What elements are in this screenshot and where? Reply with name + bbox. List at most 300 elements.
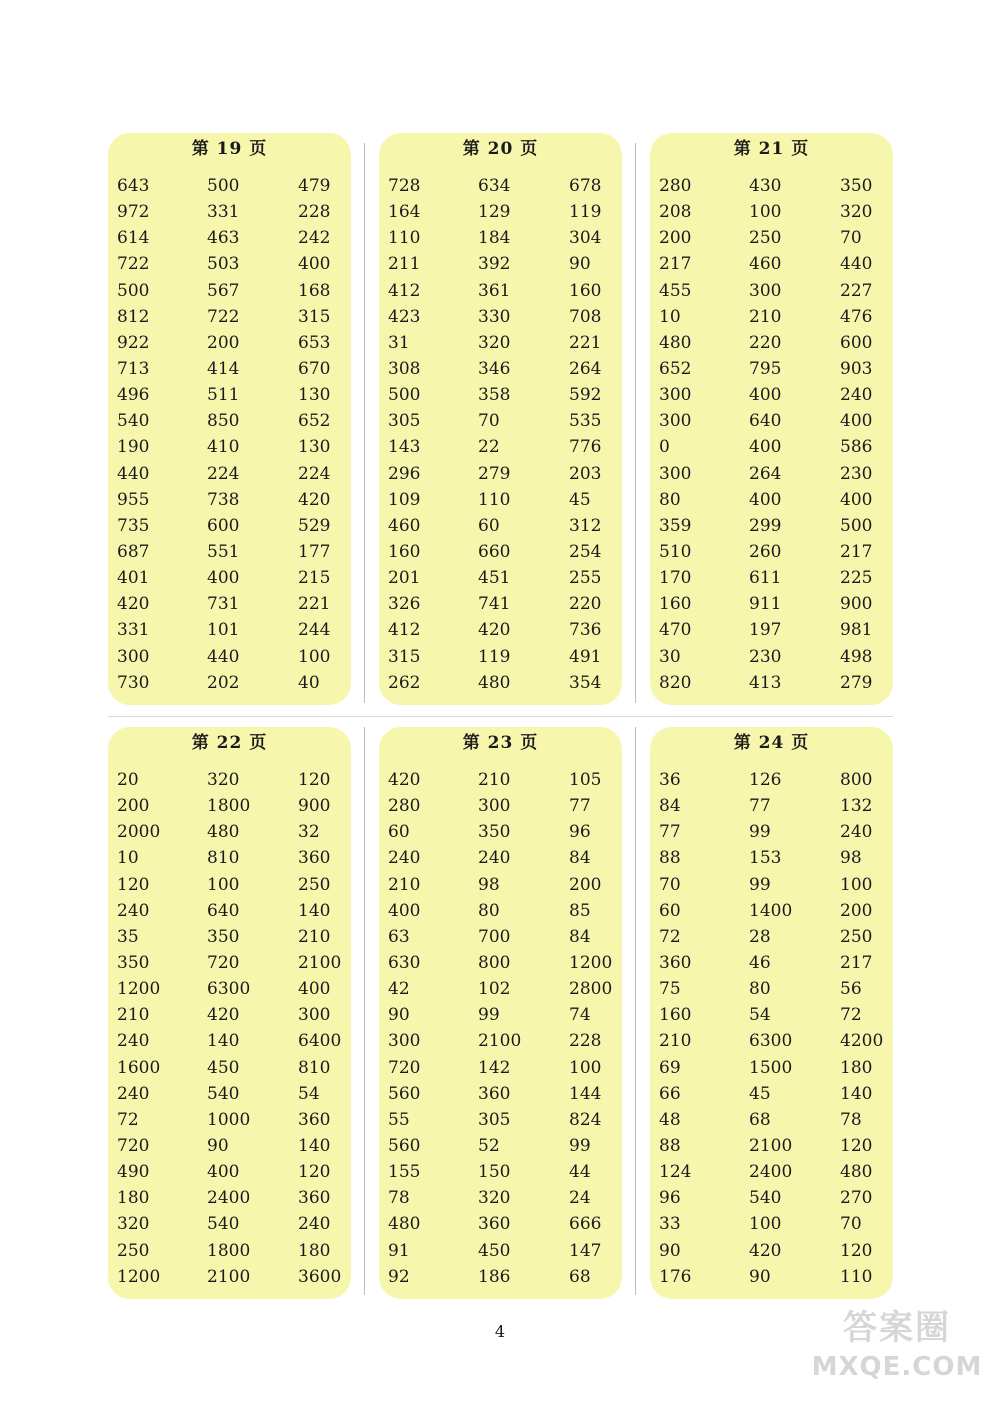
answer-row (659, 539, 900, 565)
answer-value: 810 (298, 1057, 331, 1078)
answer-value: 100 (569, 1057, 602, 1078)
answer-row (117, 251, 358, 277)
answer-value: 600 (840, 332, 873, 353)
answer-value: 401 (117, 568, 150, 589)
answer-row (117, 1133, 358, 1159)
answer-value: 300 (659, 411, 692, 432)
answer-value: 24 (569, 1188, 591, 1209)
answer-row (659, 1055, 900, 1081)
answer-value: 361 (478, 280, 511, 301)
answer-row (388, 1055, 629, 1081)
answer-row (659, 1238, 900, 1264)
answer-value: 653 (298, 332, 331, 353)
answer-value: 22 (478, 437, 500, 458)
answer-value: 460 (749, 254, 782, 275)
answer-value: 140 (298, 1135, 331, 1156)
answer-value: 666 (569, 1214, 602, 1235)
answer-row (388, 487, 629, 513)
answer-value: 346 (478, 358, 511, 379)
answer-value: 140 (840, 1083, 873, 1104)
answer-row (388, 408, 629, 434)
answer-value: 72 (840, 1005, 862, 1026)
answer-value: 240 (117, 1031, 150, 1052)
answer-row (117, 976, 358, 1002)
answer-value: 308 (388, 358, 421, 379)
answer-value: 45 (749, 1083, 771, 1104)
answer-value: 36 (659, 770, 681, 790)
answer-value: 354 (569, 672, 602, 693)
answer-value: 305 (478, 1109, 511, 1130)
answer-value: 126 (749, 770, 782, 790)
answer-value: 500 (207, 176, 240, 196)
answer-value: 451 (478, 568, 511, 589)
answer-value: 410 (207, 437, 240, 458)
answer-value: 2800 (569, 979, 613, 1000)
answer-value: 586 (840, 437, 873, 458)
answer-value: 480 (207, 822, 240, 843)
answer-value: 230 (840, 463, 873, 484)
answer-value: 10 (659, 306, 681, 327)
answer-value: 812 (117, 306, 150, 327)
answer-value: 720 (117, 1135, 150, 1156)
answer-value: 84 (569, 926, 591, 947)
answer-value: 250 (117, 1240, 150, 1261)
answer-value: 460 (388, 515, 421, 536)
answer-value: 3600 (298, 1266, 342, 1287)
answer-row (659, 330, 900, 356)
answer-value: 240 (388, 848, 421, 869)
answer-value: 70 (840, 228, 862, 249)
answer-row (659, 461, 900, 487)
answer-value: 56 (840, 979, 862, 1000)
answer-row (388, 793, 629, 819)
answer-value: 88 (659, 848, 681, 869)
answer-value: 722 (117, 254, 150, 275)
answer-value: 70 (659, 874, 681, 895)
answer-value: 119 (478, 646, 511, 667)
page-number: 4 (494, 1322, 506, 1341)
answer-value: 6300 (207, 979, 251, 1000)
answer-value: 40 (298, 672, 320, 693)
answer-value: 440 (117, 463, 150, 484)
answer-value: 153 (749, 848, 782, 869)
answer-value: 420 (298, 489, 331, 510)
answer-value: 500 (117, 280, 150, 301)
answer-value: 903 (840, 358, 873, 379)
answer-value: 100 (840, 874, 873, 895)
answer-value: 99 (478, 1005, 500, 1026)
answer-row (659, 304, 900, 330)
answer-value: 643 (117, 176, 150, 196)
answer-value: 330 (478, 306, 511, 327)
answer-value: 254 (569, 541, 602, 562)
answer-value: 320 (117, 1214, 150, 1235)
answer-value: 731 (207, 594, 240, 615)
answer-value: 722 (207, 306, 240, 327)
answer-row (388, 1028, 629, 1054)
answer-value: 300 (298, 1005, 331, 1026)
answer-value: 776 (569, 437, 602, 458)
answer-row (659, 1028, 900, 1054)
answer-row (388, 356, 629, 382)
answer-row (388, 1264, 629, 1290)
answer-value: 315 (298, 306, 331, 327)
answer-value: 109 (388, 489, 421, 510)
answer-value: 70 (840, 1214, 862, 1235)
answer-value: 70 (478, 411, 500, 432)
answer-value: 611 (749, 568, 782, 589)
answer-value: 180 (117, 1188, 150, 1209)
answer-row (117, 408, 358, 434)
answer-value: 400 (207, 568, 240, 589)
answer-row (388, 461, 629, 487)
answer-value: 496 (117, 385, 150, 406)
answer-value: 1600 (117, 1057, 161, 1078)
answer-row (659, 356, 900, 382)
answer-value: 640 (749, 411, 782, 432)
answer-value: 164 (388, 202, 421, 223)
answer-value: 72 (117, 1109, 139, 1130)
answer-value: 77 (569, 796, 591, 817)
answer-value: 300 (478, 796, 511, 817)
answer-row (659, 845, 900, 871)
answer-value: 220 (749, 332, 782, 353)
answer-value: 795 (749, 358, 782, 379)
answer-row (388, 819, 629, 845)
panel-title: 第 21 页 (733, 139, 810, 159)
answer-value: 315 (388, 646, 421, 667)
answer-row (117, 487, 358, 513)
answer-row (388, 434, 629, 460)
answer-value: 42 (388, 979, 410, 1000)
answer-row (117, 1264, 358, 1290)
answer-value: 60 (659, 900, 681, 921)
answer-value: 91 (388, 1240, 410, 1261)
answer-value: 630 (388, 952, 421, 973)
answer-row (659, 1081, 900, 1107)
answer-value: 90 (749, 1266, 771, 1287)
answer-row (388, 1159, 629, 1185)
answer-value: 592 (569, 385, 602, 406)
answer-value: 922 (117, 332, 150, 353)
answer-value: 80 (478, 900, 500, 921)
answer-value: 120 (840, 1240, 873, 1261)
answer-value: 350 (478, 822, 511, 843)
answer-value: 130 (298, 385, 331, 406)
answer-value: 400 (298, 254, 331, 275)
answer-value: 652 (298, 411, 331, 432)
answer-value: 1800 (207, 796, 251, 817)
answer-value: 420 (388, 770, 421, 790)
answer-value: 440 (840, 254, 873, 275)
answer-value: 180 (840, 1057, 873, 1078)
answer-value: 225 (840, 568, 873, 589)
answer-value: 90 (388, 1005, 410, 1026)
answer-row (388, 591, 629, 617)
answer-value: 400 (207, 1162, 240, 1183)
answer-value: 240 (840, 822, 873, 843)
answer-value: 132 (840, 796, 873, 817)
answer-value: 240 (117, 1083, 150, 1104)
answer-value: 20 (117, 770, 139, 790)
answer-value: 305 (388, 411, 421, 432)
answer-row (117, 767, 358, 793)
answer-value: 300 (659, 463, 692, 484)
answer-value: 955 (117, 489, 150, 510)
answer-value: 92 (388, 1266, 410, 1287)
answer-row (659, 1107, 900, 1133)
answer-value: 120 (298, 770, 331, 790)
answer-value: 600 (207, 515, 240, 536)
answer-value: 200 (117, 796, 150, 817)
answer-row (117, 1159, 358, 1185)
answer-value: 6300 (749, 1031, 793, 1052)
answer-value: 2100 (207, 1266, 251, 1287)
answer-value: 78 (388, 1188, 410, 1209)
answer-value: 176 (659, 1266, 692, 1287)
answer-value: 202 (207, 672, 240, 693)
answer-row (388, 670, 629, 696)
answer-value: 2000 (117, 822, 161, 843)
answer-value: 350 (117, 952, 150, 973)
answer-row (659, 1211, 900, 1237)
answer-value: 160 (388, 541, 421, 562)
answer-value: 44 (569, 1162, 591, 1183)
answer-value: 4200 (840, 1031, 884, 1052)
answer-row (388, 872, 629, 898)
answer-row (388, 513, 629, 539)
panel-title: 第 19 页 (191, 139, 268, 159)
answer-value: 100 (207, 874, 240, 895)
answer-value: 210 (659, 1031, 692, 1052)
answer-value: 551 (207, 541, 240, 562)
answer-value: 90 (659, 1240, 681, 1261)
answer-value: 31 (388, 332, 410, 353)
answer-value: 300 (659, 385, 692, 406)
answer-value: 99 (569, 1135, 591, 1156)
answer-value: 700 (478, 926, 511, 947)
answer-value: 279 (840, 672, 873, 693)
answer-value: 72 (659, 926, 681, 947)
answer-value: 1500 (749, 1057, 793, 1078)
answer-value: 140 (298, 900, 331, 921)
answer-value: 678 (569, 176, 602, 196)
answer-value: 186 (478, 1266, 511, 1287)
answer-row (388, 1081, 629, 1107)
answer-value: 184 (478, 228, 511, 249)
answer-value: 129 (478, 202, 511, 223)
answer-value: 143 (388, 437, 421, 458)
answer-value: 413 (749, 672, 782, 693)
answer-value: 250 (840, 926, 873, 947)
answer-value: 670 (298, 358, 331, 379)
answer-value: 535 (569, 411, 602, 432)
answer-value: 66 (659, 1083, 681, 1104)
answer-row (659, 225, 900, 251)
answer-value: 480 (659, 332, 692, 353)
answer-value: 720 (207, 952, 240, 973)
answer-row (659, 408, 900, 434)
answer-row (117, 1081, 358, 1107)
answer-row (659, 513, 900, 539)
answer-value: 200 (840, 900, 873, 921)
answer-value: 511 (207, 385, 240, 406)
answer-row (659, 767, 900, 793)
answer-value: 170 (659, 568, 692, 589)
answer-row (388, 199, 629, 225)
answer-row (659, 644, 900, 670)
answer-value: 300 (749, 280, 782, 301)
answer-row (659, 565, 900, 591)
answer-value: 810 (207, 848, 240, 869)
answer-value: 203 (569, 463, 602, 484)
answer-value: 208 (659, 202, 692, 223)
answer-value: 88 (659, 1135, 681, 1156)
answer-value: 147 (569, 1240, 602, 1261)
answer-row (388, 1211, 629, 1237)
answer-value: 54 (749, 1005, 771, 1026)
answer-row (659, 382, 900, 408)
answer-value: 90 (569, 254, 591, 275)
answer-value: 177 (298, 541, 331, 562)
answer-value: 728 (388, 176, 421, 196)
answer-value: 320 (207, 770, 240, 790)
answer-value: 540 (749, 1188, 782, 1209)
answer-row (117, 670, 358, 696)
answer-value: 1200 (117, 979, 161, 1000)
answer-value: 100 (749, 1214, 782, 1235)
answer-value: 981 (840, 620, 873, 641)
answer-row (659, 1133, 900, 1159)
answer-value: 197 (749, 620, 782, 641)
answer-value: 800 (478, 952, 511, 973)
answer-row (659, 872, 900, 898)
answer-row (388, 251, 629, 277)
answer-value: 52 (478, 1135, 500, 1156)
answer-row (117, 225, 358, 251)
answer-row (388, 278, 629, 304)
answer-value: 10 (117, 848, 139, 869)
answer-row (117, 924, 358, 950)
answer-row (659, 1185, 900, 1211)
answer-row (117, 1002, 358, 1028)
answer-row (117, 1107, 358, 1133)
answer-row (659, 819, 900, 845)
answer-row (117, 644, 358, 670)
answer-value: 1400 (749, 900, 793, 921)
answer-value: 105 (569, 770, 602, 790)
answer-value: 540 (207, 1083, 240, 1104)
answer-value: 60 (478, 515, 500, 536)
answer-value: 221 (569, 332, 602, 353)
answer-value: 400 (749, 437, 782, 458)
answer-value: 824 (569, 1109, 602, 1130)
answer-value: 360 (298, 848, 331, 869)
answer-value: 54 (298, 1083, 320, 1104)
answer-value: 331 (207, 202, 240, 223)
answer-value: 98 (478, 874, 500, 895)
answer-value: 69 (659, 1057, 681, 1078)
answer-value: 304 (569, 228, 602, 249)
answer-row (659, 278, 900, 304)
answer-value: 279 (478, 463, 511, 484)
answer-value: 96 (569, 822, 591, 843)
column-divider-4 (635, 727, 636, 1295)
answer-value: 120 (840, 1135, 873, 1156)
answer-grid (117, 173, 358, 696)
answer-value: 972 (117, 202, 150, 223)
answer-row (388, 845, 629, 871)
answer-row (388, 1238, 629, 1264)
answer-panel (108, 727, 351, 1299)
answer-value: 201 (388, 568, 421, 589)
answer-value: 730 (117, 672, 150, 693)
answer-grid (388, 767, 629, 1290)
answer-row (659, 924, 900, 950)
answer-row (388, 173, 629, 199)
panel-title: 第 20 页 (462, 139, 539, 159)
answer-value: 140 (207, 1031, 240, 1052)
answer-value: 84 (659, 796, 681, 817)
answer-value: 110 (478, 489, 511, 510)
answer-value: 119 (569, 202, 602, 223)
answer-row (388, 565, 629, 591)
answer-value: 262 (388, 672, 421, 693)
answer-value: 412 (388, 620, 421, 641)
answer-row (659, 793, 900, 819)
answer-value: 420 (207, 1005, 240, 1026)
answer-value: 640 (207, 900, 240, 921)
answer-value: 400 (388, 900, 421, 921)
answer-value: 360 (478, 1083, 511, 1104)
answer-value: 130 (298, 437, 331, 458)
answer-value: 900 (298, 796, 331, 817)
answer-row (117, 434, 358, 460)
answer-value: 392 (478, 254, 511, 275)
answer-panel (108, 133, 351, 705)
answer-value: 1000 (207, 1109, 251, 1130)
answer-value: 358 (478, 385, 511, 406)
answer-value: 35 (117, 926, 139, 947)
answer-value: 820 (659, 672, 692, 693)
answer-value: 155 (388, 1162, 421, 1183)
answer-value: 45 (569, 489, 591, 510)
answer-value: 124 (659, 1162, 692, 1183)
answer-value: 240 (298, 1214, 331, 1235)
answer-value: 614 (117, 228, 150, 249)
answer-value: 470 (659, 620, 692, 641)
answer-value: 102 (478, 979, 511, 1000)
answer-value: 320 (840, 202, 873, 223)
answer-value: 242 (298, 228, 331, 249)
answer-value: 264 (569, 358, 602, 379)
answer-value: 2100 (298, 952, 342, 973)
answer-value: 168 (298, 280, 331, 301)
answer-value: 150 (478, 1162, 511, 1183)
answer-grid (659, 767, 900, 1290)
answer-value: 400 (749, 489, 782, 510)
answer-row (117, 1185, 358, 1211)
answer-row (117, 950, 358, 976)
answer-row (659, 199, 900, 225)
answer-value: 260 (749, 541, 782, 562)
answer-value: 210 (749, 306, 782, 327)
answer-value: 210 (117, 1005, 150, 1026)
answer-row (388, 304, 629, 330)
answer-row (117, 1028, 358, 1054)
answer-row (659, 670, 900, 696)
answer-row (117, 565, 358, 591)
